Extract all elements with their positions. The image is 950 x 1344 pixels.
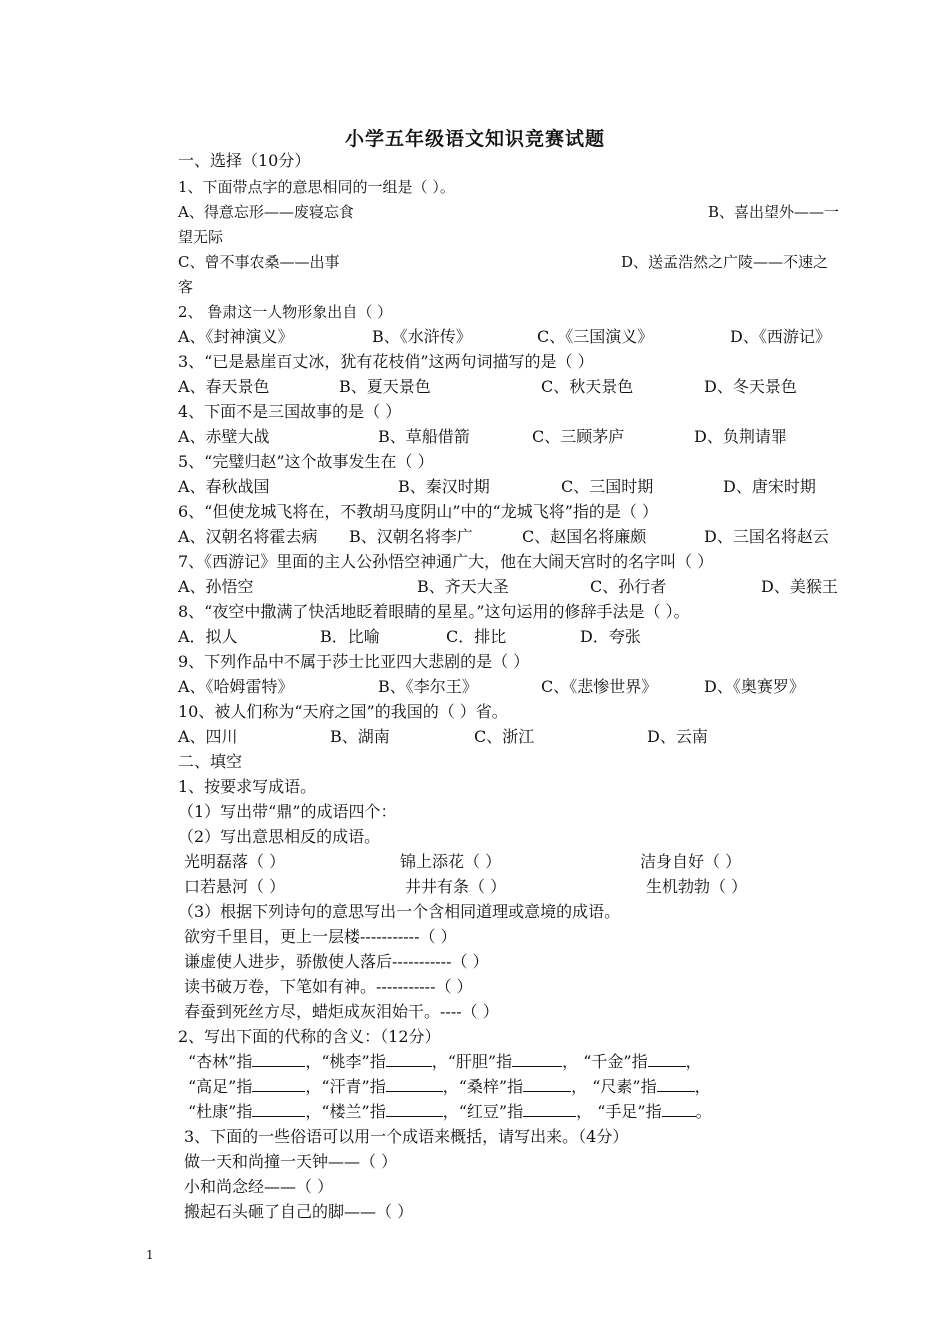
q5-option-a: A、春秋战国: [178, 477, 270, 496]
alias-term: ，“红豆”指: [442, 1102, 524, 1121]
q1-option-b-wrap: 望无际: [178, 228, 224, 246]
q10-option-c: C、浙江: [474, 727, 535, 746]
antonym-pair: 井井有条（ ）: [405, 877, 507, 896]
alias-term: ， “手足”指: [576, 1102, 662, 1121]
q2-option-b: B、《水浒传》: [372, 327, 472, 346]
page-title: 小学五年级语文知识竞赛试题: [344, 128, 605, 150]
alias-term: ，: [694, 1077, 711, 1096]
q3-option-b: B、夏天景色: [339, 377, 431, 396]
alias-term: ，“肝胆”指: [431, 1052, 513, 1071]
q9-stem: 9、下列作品中不属于莎士比亚四大悲剧的是（ ）: [178, 652, 530, 671]
answer-blank[interactable]: [662, 1102, 696, 1117]
poem-line: 谦虚使人进步，骄傲使人落后-----------（ ）: [184, 952, 489, 971]
q10-option-d: D、云南: [647, 727, 708, 746]
s2-q2: 2、写出下面的代称的含义：（12分）: [178, 1027, 441, 1046]
alias-term: ，“桃李”指: [305, 1052, 386, 1071]
q9-option-c: C、《悲惨世界》: [541, 677, 658, 696]
q2-option-c: C、《三国演义》: [537, 327, 654, 346]
alias-term: 。: [695, 1102, 712, 1121]
proverb-line: 搬起石头砸了自己的脚——（ ）: [184, 1202, 414, 1221]
q9-option-a: A、《哈姆雷特》: [178, 677, 294, 696]
alias-term: ，“楼兰”指: [305, 1102, 386, 1121]
q4-option-d: D、负荆请罪: [694, 427, 787, 446]
q3-stem: 3、“已是悬崖百丈冰，犹有花枝俏”这两句词描写的是（ ）: [178, 352, 594, 371]
q10-stem: 10、被人们称为“天府之国”的我国的（ ）省。: [178, 702, 508, 721]
q2-option-d: D、《西游记》: [730, 327, 831, 346]
q4-stem: 4、下面不是三国故事的是（ ）: [178, 402, 402, 421]
s2-q1: 1、按要求写成语。: [178, 777, 317, 796]
q6-option-b: B、汉朝名将李广: [349, 527, 473, 546]
alias-term: ， “尺素”指: [571, 1077, 657, 1096]
q4-option-b: B、草船借箭: [378, 427, 470, 446]
q1-option-a: A、得意忘形——废寝忘食: [178, 203, 354, 221]
answer-blank[interactable]: [523, 1102, 576, 1117]
q1-option-d-wrap: 客: [178, 278, 194, 296]
q8-stem: 8、“夜空中撒满了快活地眨着眼睛的星星。”这句运用的修辞手法是（ ）。: [178, 602, 690, 621]
answer-blank[interactable]: [252, 1077, 305, 1092]
q7-option-a: A、孙悟空: [178, 577, 254, 596]
answer-blank[interactable]: [648, 1052, 686, 1067]
q3-option-c: C、秋天景色: [541, 377, 634, 396]
section1-heading: 一、选择（10分）: [178, 151, 311, 170]
q5-stem: 5、“完璧归赵”这个故事发生在（ ）: [178, 452, 434, 471]
antonym-pair: 生机勃勃（ ）: [646, 877, 748, 896]
s2-q1-part3: （3）根据下列诗句的意思写出一个含相同道理或意境的成语。: [178, 902, 621, 921]
q5-option-c: C、三国时期: [561, 477, 654, 496]
s2-q3: 3、下面的一些俗语可以用一个成语来概括，请写出来。（4分）: [184, 1127, 629, 1146]
q1-stem: 1、下面带点字的意思相同的一组是（ ）。: [178, 178, 455, 196]
page-number: 1: [146, 1248, 154, 1262]
q4-option-a: A、赤壁大战: [178, 427, 270, 446]
q1-option-b: B、喜出望外——一: [708, 203, 840, 221]
answer-blank[interactable]: [386, 1052, 432, 1067]
alias-term: ， “千金”指: [562, 1052, 648, 1071]
q3-option-a: A、春天景色: [178, 377, 270, 396]
alias-row: [188, 1102, 712, 1122]
alias-term: ，“汗青”指: [305, 1077, 386, 1096]
answer-blank[interactable]: [386, 1077, 443, 1092]
answer-blank[interactable]: [512, 1052, 562, 1067]
answer-blank[interactable]: [523, 1077, 571, 1092]
q7-option-b: B、齐天大圣: [417, 577, 509, 596]
proverb-line: 做一天和尚撞一天钟——（ ）: [184, 1152, 398, 1171]
alias-row: [188, 1077, 711, 1097]
q6-stem: 6、“但使龙城飞将在，不教胡马度阴山”中的“龙城飞将”指的是（ ）: [178, 502, 658, 521]
q6-option-c: C、赵国名将廉颇: [522, 527, 647, 546]
poem-line: 春蚕到死丝方尽，蜡炬成灰泪始干。----（ ）: [184, 1002, 499, 1021]
alias-term: ，“桑梓”指: [442, 1077, 524, 1096]
antonym-pair: 光明磊落（ ）: [184, 852, 286, 871]
q8-option-c: C．排比: [446, 627, 507, 646]
q2-option-a: A、《封神演义》: [178, 327, 294, 346]
answer-blank[interactable]: [386, 1102, 443, 1117]
s2-q1-part2: （2）写出意思相反的成语。: [178, 827, 381, 846]
q7-stem: 7、《西游记》里面的主人公孙悟空神通广大，他在大闹天宫时的名字叫（ ）: [178, 552, 714, 571]
s2-q1-part1: （1）写出带“鼎”的成语四个：: [178, 802, 397, 821]
q10-option-a: A、四川: [178, 727, 238, 746]
q7-option-c: C、孙行者: [590, 577, 667, 596]
q9-option-b: B、《李尔王》: [378, 677, 478, 696]
q5-option-d: D、唐宋时期: [723, 477, 816, 496]
alias-term: “杏林”指: [188, 1052, 253, 1071]
antonym-pair: 锦上添花（ ）: [400, 852, 502, 871]
alias-row: [188, 1052, 702, 1072]
alias-term: “杜康”指: [188, 1102, 253, 1121]
q7-option-d: D、美猴王: [761, 577, 838, 596]
q10-option-b: B、湖南: [330, 727, 390, 746]
antonym-pair: 口若悬河（ ）: [184, 877, 286, 896]
proverb-line: 小和尚念经——（ ）: [184, 1177, 334, 1196]
poem-line: 读书破万卷，下笔如有神。-----------（ ）: [184, 977, 473, 996]
alias-term: “高足”指: [188, 1077, 253, 1096]
answer-blank[interactable]: [252, 1052, 305, 1067]
q1-option-c: C、曾不事农桑——出事: [178, 253, 340, 271]
q1-option-d: D、送孟浩然之广陵——不速之: [621, 253, 829, 271]
q8-option-d: D．夸张: [580, 627, 641, 646]
q8-option-a: A．拟人: [178, 627, 238, 646]
alias-term: ，: [685, 1052, 702, 1071]
q9-option-d: D、《奥赛罗》: [704, 677, 805, 696]
q6-option-a: A、汉朝名将霍去病: [178, 527, 318, 546]
section2-heading: 二、填空: [178, 752, 243, 771]
q3-option-d: D、冬天景色: [704, 377, 797, 396]
q6-option-d: D、三国名将赵云: [704, 527, 829, 546]
q8-option-b: B．比喻: [320, 627, 380, 646]
poem-line: 欲穷千里目，更上一层楼-----------（ ）: [184, 927, 457, 946]
q5-option-b: B、秦汉时期: [398, 477, 490, 496]
answer-blank[interactable]: [252, 1102, 305, 1117]
q4-option-c: C、三顾茅庐: [532, 427, 625, 446]
answer-blank[interactable]: [657, 1077, 695, 1092]
q2-stem: 2、 鲁肃这一人物形象出自（ ）: [178, 303, 393, 321]
antonym-pair: 洁身自好（ ）: [640, 852, 742, 871]
